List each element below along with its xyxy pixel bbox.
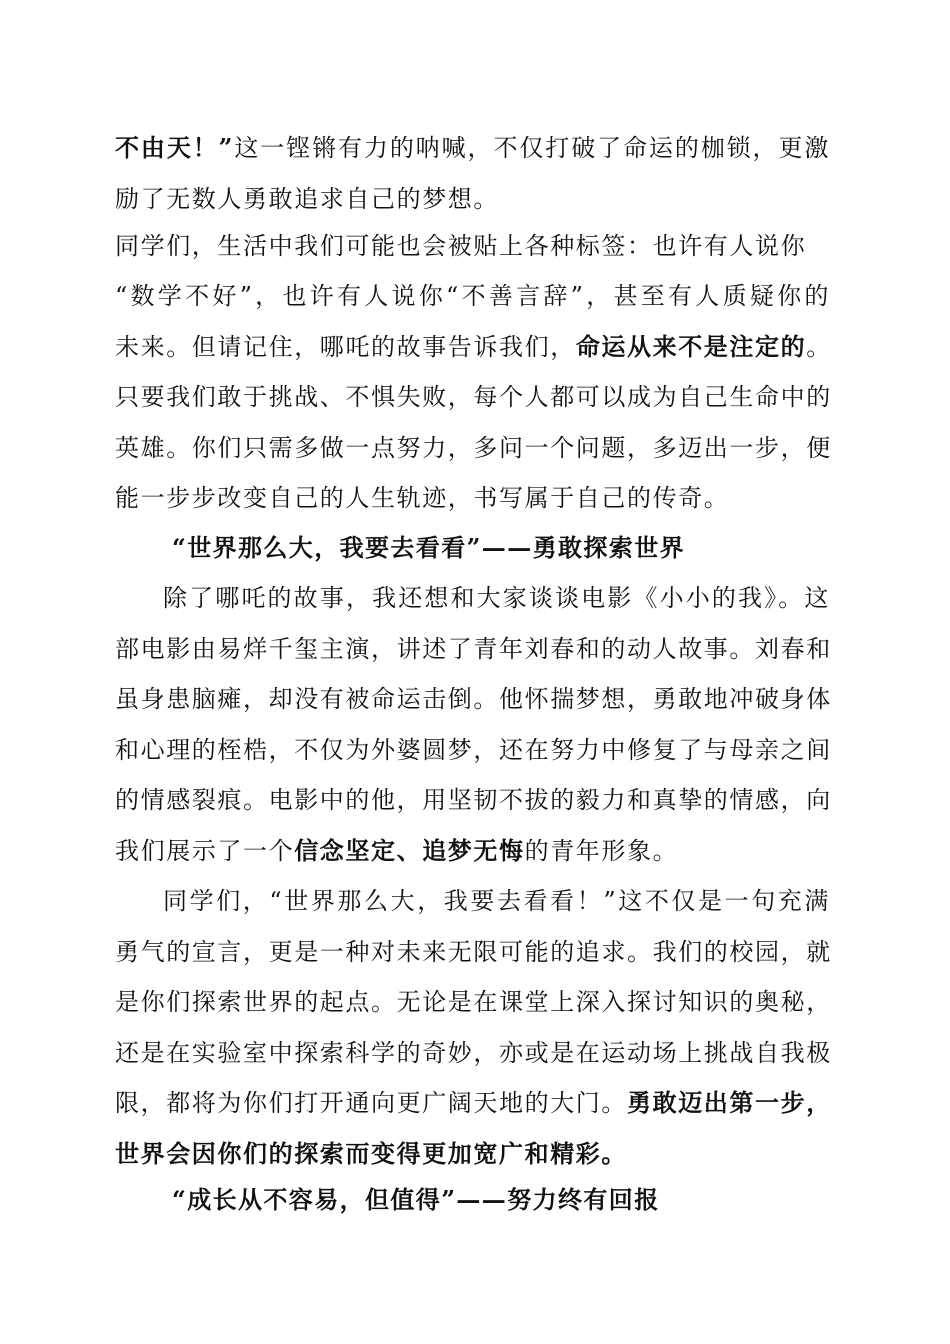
section-heading-growth: “成长从不容易，但值得”——努力终有回报 bbox=[172, 1185, 660, 1214]
paragraph-4-line-1: 同学们，“世界那么大，我要去看看！”这不仅是一句充满 bbox=[163, 887, 830, 915]
bold-firm-belief: 信念坚定、追梦无悔 bbox=[294, 836, 525, 865]
paragraph-4-line-5-text: 限，都将为你们打开通向更广阔天地的大门。 bbox=[115, 1089, 627, 1117]
paragraph-3-line-3: 虽身患脑瘫，却没有被命运击倒。他怀揣梦想，勇敢地冲破身体 bbox=[115, 685, 832, 713]
paragraph-1-line-2: 励了无数人勇敢追求自己的梦想。 bbox=[115, 185, 499, 213]
bold-quote-end: 不由天！” bbox=[115, 133, 235, 162]
section-heading-explore-world: “世界那么大，我要去看看”——勇敢探索世界 bbox=[172, 533, 686, 562]
paragraph-2-line-4: 只要我们敢于挑战、不惧失败，每个人都可以成为自己生命中的 bbox=[115, 383, 832, 411]
paragraph-4-line-4: 还是在实验室中探索科学的奇妙，亦或是在运动场上挑战自我极 bbox=[115, 1039, 832, 1067]
paragraph-4-line-3: 是你们探索世界的起点。无论是在课堂上深入探讨知识的奥秘， bbox=[115, 988, 832, 1016]
bold-fate-statement: 命运从来不是注定的 bbox=[575, 332, 807, 361]
bold-step-forward: 勇敢迈出第一步， bbox=[627, 1088, 832, 1117]
paragraph-2-line-2: “数学不好”，也许有人说你“不善言辞”，甚至有人质疑你的 bbox=[115, 282, 830, 310]
paragraph-2-line-3-end: 。 bbox=[806, 333, 832, 361]
paragraph-3-line-1: 除了哪吒的故事，我还想和大家谈谈电影《小小的我》。这 bbox=[163, 584, 830, 612]
paragraph-2-line-3 bbox=[115, 330, 830, 364]
paragraph-3-line-6-text: 我们展示了一个 bbox=[115, 837, 295, 865]
paragraph-2-line-1: 同学们，生活中我们可能也会被贴上各种标签：也许有人说你 bbox=[115, 232, 807, 260]
paragraph-2-line-6: 能一步步改变自己的人生轨迹，书写属于自己的传奇。 bbox=[115, 484, 730, 512]
paragraph-1-line-1 bbox=[115, 131, 830, 165]
paragraph-2-line-5: 英雄。你们只需多做一点努力，多问一个问题，多迈出一步，便 bbox=[115, 434, 832, 462]
paragraph-3-line-5: 的情感裂痕。电影中的他，用坚韧不拔的毅力和真挚的情感，向 bbox=[115, 786, 832, 814]
paragraph-4-line-5 bbox=[115, 1086, 830, 1120]
paragraph-3-line-6 bbox=[115, 834, 830, 868]
paragraph-3-line-6-end: 的青年形象。 bbox=[524, 837, 679, 865]
paragraph-2-line-3-text: 未来。但请记住，哪吒的故事告诉我们， bbox=[115, 333, 576, 361]
paragraph-4-line-6: 世界会因你们的探索而变得更加宽广和精彩。 bbox=[115, 1139, 627, 1168]
paragraph-4-line-2: 勇气的宣言，更是一种对未来无限可能的追求。我们的校园，就 bbox=[115, 938, 832, 966]
paragraph-1-line-1-text: 这一铿锵有力的呐喊，不仅打破了命运的枷锁，更激 bbox=[234, 134, 830, 162]
paragraph-3-line-2: 部电影由易烊千玺主演，讲述了青年刘春和的动人故事。刘春和 bbox=[115, 635, 832, 663]
paragraph-3-line-4: 和心理的桎梏，不仅为外婆圆梦，还在努力中修复了与母亲之间 bbox=[115, 736, 832, 764]
